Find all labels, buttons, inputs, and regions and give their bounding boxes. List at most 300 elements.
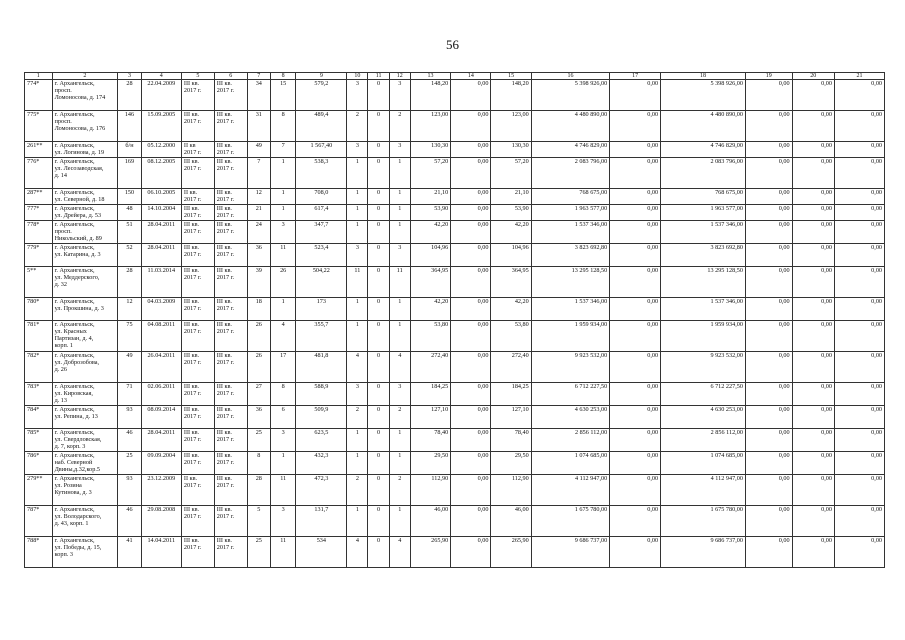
table-cell: III кв. 2017 г. [181,383,214,406]
table-cell: 708,0 [296,189,347,205]
table-cell: 1 [347,158,368,189]
table-cell: 623,5 [296,429,347,452]
table-cell: 08.09.2014 [141,406,181,429]
table-cell: г. Архангельск, ул. Володарского, д. 43, корп. 1 [52,506,118,537]
table-cell: 0,00 [610,158,661,189]
table-cell: 0 [368,205,389,221]
table-cell: 0,00 [745,244,792,267]
table-cell: 42,20 [491,221,531,244]
column-number-cell: 17 [610,73,661,80]
table-cell: 12 [247,189,270,205]
table-cell: 0,00 [792,189,834,205]
table-cell: 9 923 532,00 [661,352,746,383]
table-cell: 786* [25,452,53,475]
table-cell: 0,00 [834,537,884,568]
table-cell: 3 [270,221,295,244]
table-cell: 779* [25,244,53,267]
table-cell: 1 [270,189,295,205]
column-number-cell: 12 [389,73,410,80]
table-cell: 0,00 [610,452,661,475]
table-cell: 36 [247,244,270,267]
table-cell: 261** [25,142,53,158]
table-cell: 1 537 346,00 [661,221,746,244]
table-cell: III кв. 2017 г. [181,429,214,452]
table-cell: 14.04.2011 [141,537,181,568]
table-cell: 4 746 829,00 [661,142,746,158]
column-number-cell: 5 [181,73,214,80]
table-cell: 0,00 [745,205,792,221]
table-cell: 1 [389,205,410,221]
table-cell: 112,90 [491,475,531,506]
table-cell: 783* [25,383,53,406]
table-cell: 123,00 [491,111,531,142]
table-cell: 53,90 [410,205,450,221]
table-row [25,537,885,568]
table-cell: 1 [270,205,295,221]
table-cell: 0,00 [745,189,792,205]
table-cell: 0,00 [834,298,884,321]
table-cell: 0,00 [745,158,792,189]
table-cell: 780* [25,298,53,321]
table-cell: III кв. 2017 г. [214,244,247,267]
column-number-cell: 7 [247,73,270,80]
table-cell: 2 083 796,00 [531,158,609,189]
table-cell: 1 [347,321,368,352]
table-cell: 112,90 [410,475,450,506]
table-cell: 3 [270,506,295,537]
table-cell: 0,00 [834,189,884,205]
table-cell: III кв. 2017 г. [214,221,247,244]
table-cell: III кв. 2017 г. [181,321,214,352]
table-cell: 265,90 [491,537,531,568]
table-cell: 781* [25,321,53,352]
column-number-cell: 6 [214,73,247,80]
table-cell: 1 [389,506,410,537]
table-cell: 2 [389,111,410,142]
table-cell: 0,00 [792,352,834,383]
table-cell: 355,7 [296,321,347,352]
table-cell: 0,00 [745,111,792,142]
table-cell: 0,00 [451,298,491,321]
table-cell: 0,00 [745,267,792,298]
table-cell: 4 [347,352,368,383]
table-cell: 48 [118,205,141,221]
table-cell: 0,00 [834,267,884,298]
table-cell: 57,20 [410,158,450,189]
table-cell: 21,10 [410,189,450,205]
table-cell: III кв. 2017 г. [181,205,214,221]
table-cell: 1 [270,158,295,189]
table-cell: 0,00 [745,475,792,506]
column-number-cell: 21 [834,73,884,80]
table-cell: 2 [347,406,368,429]
table-cell: 3 [389,142,410,158]
table-cell: 3 [347,142,368,158]
table-cell: 5 398 926,00 [661,80,746,111]
table-cell: 1 [347,221,368,244]
table-cell: 1 [347,298,368,321]
table-cell: 4 [347,537,368,568]
table-cell: 778* [25,221,53,244]
table-cell: 4 630 253,00 [661,406,746,429]
table-row [25,142,885,158]
table-cell: г. Архангельск, просп. Никольский, д. 89 [52,221,118,244]
table-cell: 0,00 [745,80,792,111]
table-cell: 93 [118,406,141,429]
table-cell: 0,00 [745,452,792,475]
table-cell: 49 [118,352,141,383]
table-cell: 22.04.2009 [141,80,181,111]
table-cell: 11 [270,475,295,506]
table-cell: 0,00 [610,298,661,321]
table-cell: 784* [25,406,53,429]
table-cell: 17 [270,352,295,383]
column-number-cell: 16 [531,73,609,80]
table-cell: 1 074 685,00 [531,452,609,475]
table-cell: 0,00 [610,221,661,244]
table-cell: 9 686 737,00 [531,537,609,568]
table-cell: г. Архангельск, ул. Меддерского, д. 32 [52,267,118,298]
table-cell: 21,10 [491,189,531,205]
table-row [25,429,885,452]
table-cell: г. Архангельск, просп. Ломоносова, д. 174 [52,80,118,111]
column-number-cell: 3 [118,73,141,80]
table-cell: III кв. 2017 г. [214,321,247,352]
table-cell: 0,00 [792,298,834,321]
table-cell: 2 083 796,00 [661,158,746,189]
table-row [25,267,885,298]
table-cell: 28 [118,80,141,111]
table-cell: 0,00 [834,80,884,111]
table-cell: 1 [389,221,410,244]
table-cell: 785* [25,429,53,452]
table-cell: 4 112 947,00 [531,475,609,506]
table-cell: 6 712 227,50 [661,383,746,406]
table-cell: 0 [368,80,389,111]
table-cell: 0,00 [834,221,884,244]
table-cell: г. Архангельск, наб. Северной Двины,д.32,кор.5 [52,452,118,475]
table-cell: 2 [389,475,410,506]
table-cell: 28.04.2011 [141,244,181,267]
table-cell: 93 [118,475,141,506]
table-cell: 272,40 [410,352,450,383]
table-cell: 13 295 128,50 [531,267,609,298]
table-cell: 1 [389,429,410,452]
table-cell: 1 959 934,00 [531,321,609,352]
table-cell: 2 [347,475,368,506]
table-cell: 0,00 [610,189,661,205]
table-cell: 0,00 [451,406,491,429]
table-cell: 0,00 [451,244,491,267]
page-number: 56 [446,37,459,52]
table-cell: 3 [389,244,410,267]
table-cell: 15 [270,80,295,111]
column-number-cell: 19 [745,73,792,80]
table-cell: 0,00 [451,383,491,406]
table-cell: 534 [296,537,347,568]
table-cell: 0 [368,537,389,568]
table-cell: 1 537 346,00 [531,298,609,321]
table-cell: 2 [347,111,368,142]
table-cell: III кв. 2017 г. [181,244,214,267]
table-cell: 4 [389,352,410,383]
table-cell: 0,00 [792,506,834,537]
table-cell: 1 963 577,00 [531,205,609,221]
table-cell: 777* [25,205,53,221]
table-row [25,205,885,221]
table-cell: 27 [247,383,270,406]
table-cell: 8 [270,383,295,406]
table-cell: г. Архангельск, ул. Катарина, д. 3 [52,244,118,267]
table-cell: III кв. 2017 г. [214,429,247,452]
table-cell: 28 [118,267,141,298]
table-cell: 0,00 [745,321,792,352]
table-cell: 146 [118,111,141,142]
table-cell: г. Архангельск, ул. Прокшина, д. 3 [52,298,118,321]
table-cell: 0,00 [610,267,661,298]
table-cell: 0,00 [745,352,792,383]
table-cell: III кв. 2017 г. [181,111,214,142]
table-cell: 2 [389,406,410,429]
table-cell: 3 [270,429,295,452]
table-cell: III кв. 2017 г. [214,352,247,383]
table-cell: 347,7 [296,221,347,244]
table-cell: 0,00 [834,111,884,142]
table-cell: 0,00 [451,189,491,205]
table-cell: 11 [347,267,368,298]
table-cell: 8 [270,111,295,142]
table-cell: 9 686 737,00 [661,537,746,568]
table-cell: 0,00 [834,158,884,189]
table-cell: 0 [368,158,389,189]
column-number-cell: 13 [410,73,450,80]
table-cell: 768 675,00 [661,189,746,205]
table-cell: 279** [25,475,53,506]
table-cell: 0,00 [451,111,491,142]
table-cell: 1 [270,452,295,475]
table-row [25,244,885,267]
column-number-cell: 9 [296,73,347,80]
table-cell: 1 [347,189,368,205]
table-cell: 0,00 [610,111,661,142]
table-cell: 1 [389,321,410,352]
table-cell: 5 398 926,00 [531,80,609,111]
table-cell: 6 [270,406,295,429]
table-cell: 1 537 346,00 [661,298,746,321]
table-cell: 02.06.2011 [141,383,181,406]
table-cell: 26 [247,352,270,383]
table-cell: 504,22 [296,267,347,298]
table-cell: 1 537 346,00 [531,221,609,244]
table-cell: 768 675,00 [531,189,609,205]
table-cell: г. Архангельск, ул. Логинова, д. 19 [52,142,118,158]
table-cell: 1 [389,189,410,205]
table-cell: 34 [247,80,270,111]
table-cell: 41 [118,537,141,568]
table-cell: 12 [118,298,141,321]
table-cell: 26 [270,267,295,298]
table-cell: 287** [25,189,53,205]
table-cell: 25 [118,452,141,475]
table-cell: 53,90 [491,205,531,221]
table-cell: 0,00 [451,142,491,158]
table-cell: III кв. 2017 г. [214,189,247,205]
table-cell: 0,00 [792,321,834,352]
table-cell: 3 823 692,80 [661,244,746,267]
table-cell: 0,00 [745,298,792,321]
table-cell: III кв. 2017 г. [214,205,247,221]
column-number-cell: 1 [25,73,53,80]
table-cell: 104,96 [410,244,450,267]
table-cell: 1 [270,298,295,321]
table-cell: 1 [389,158,410,189]
table-cell: 4 480 890,00 [661,111,746,142]
table-cell: III кв. 2017 г. [214,383,247,406]
table-cell: 774* [25,80,53,111]
table-cell: 588,9 [296,383,347,406]
table-cell: 0,00 [792,158,834,189]
table-cell: 31 [247,111,270,142]
table-row [25,406,885,429]
table-cell: 0 [368,321,389,352]
table-cell: 523,4 [296,244,347,267]
table-cell: 5 [247,506,270,537]
table-cell: 5** [25,267,53,298]
table-cell: 6 712 227,50 [531,383,609,406]
table-cell: 169 [118,158,141,189]
table-cell: 78,40 [410,429,450,452]
table-cell: г. Архангельск, просп. Ломоносова, д. 176 [52,111,118,142]
table-cell: 13 295 128,50 [661,267,746,298]
table-cell: 4 [270,321,295,352]
table-cell: 49 [247,142,270,158]
table-cell: 1 [389,452,410,475]
table-cell: III кв. 2017 г. [214,406,247,429]
table-cell: 42,20 [410,221,450,244]
table-cell: 0 [368,352,389,383]
table-cell: III кв. 2017 г. [214,537,247,568]
table-cell: 0 [368,111,389,142]
table-cell: 265,90 [410,537,450,568]
table-cell: г. Архангельск, ул. Кировская, д. 13 [52,383,118,406]
table-cell: 432,3 [296,452,347,475]
table-cell: 148,20 [410,80,450,111]
table-cell: 0,00 [451,158,491,189]
table-cell: 36 [247,406,270,429]
table-cell: 3 [347,244,368,267]
table-cell: 127,10 [491,406,531,429]
table-cell: 0,00 [792,80,834,111]
table-cell: 11 [389,267,410,298]
table-cell: 0,00 [834,452,884,475]
table-cell: 538,3 [296,158,347,189]
table-cell: 11 [270,244,295,267]
table-cell: 46,00 [491,506,531,537]
table-cell: 0,00 [451,429,491,452]
table-cell: 3 [347,383,368,406]
table-cell: 0,00 [610,537,661,568]
table-cell: 788* [25,537,53,568]
table-cell: 0,00 [745,537,792,568]
table-cell: 0 [368,298,389,321]
table-cell: 0,00 [792,452,834,475]
table-cell: 0,00 [451,80,491,111]
table-cell: 0,00 [834,383,884,406]
table-row [25,111,885,142]
table-cell: 0 [368,142,389,158]
table-cell: III кв. 2017 г. [214,142,247,158]
table-cell: 0,00 [745,142,792,158]
table-cell: III кв. 2017 г. [214,158,247,189]
table-cell: 26 [247,321,270,352]
table-cell: 1 [347,452,368,475]
table-cell: 4 480 890,00 [531,111,609,142]
table-cell: 0,00 [792,205,834,221]
table-cell: III кв. 2017 г. [181,452,214,475]
table-cell: 3 [389,383,410,406]
table-cell: 0 [368,189,389,205]
table-cell: 1 963 577,00 [661,205,746,221]
table-cell: 148,20 [491,80,531,111]
column-number-cell: 11 [368,73,389,80]
table-cell: 0,00 [834,321,884,352]
table-cell: 0,00 [610,321,661,352]
table-cell: 184,25 [491,383,531,406]
column-number-cell: 18 [661,73,746,80]
table-cell: II кв. 2017 г. [181,475,214,506]
table-cell: 130,30 [491,142,531,158]
table-cell: 24 [247,221,270,244]
table-cell: III кв. 2017 г. [181,406,214,429]
table-cell: 71 [118,383,141,406]
table-cell: 123,00 [410,111,450,142]
table-cell: 15.09.2005 [141,111,181,142]
table-cell: 7 [247,158,270,189]
table-cell: 1 675 780,00 [661,506,746,537]
column-number-cell: 14 [451,73,491,80]
table-cell: III кв. 2017 г. [181,537,214,568]
table-cell: 3 823 692,80 [531,244,609,267]
table-cell: 0 [368,452,389,475]
table-cell: 1 567,40 [296,142,347,158]
table-cell: 29,50 [410,452,450,475]
table-cell: 0 [368,244,389,267]
table-cell: 776* [25,158,53,189]
table-cell: 787* [25,506,53,537]
table-cell: 0,00 [792,111,834,142]
table-cell: 1 [389,298,410,321]
table-cell: г. Архангельск, ул. Репина, д. 13 [52,406,118,429]
table-cell: б/н [118,142,141,158]
table-cell: 21 [247,205,270,221]
table-cell: 0,00 [792,244,834,267]
table-cell: 509,9 [296,406,347,429]
table-cell: 28.04.2011 [141,429,181,452]
table-cell: 09.09.2004 [141,452,181,475]
table-cell: г. Архангельск, ул. Свердловская, д. 7, корп. 3 [52,429,118,452]
table-cell: III кв. 2017 г. [214,267,247,298]
table-cell: 1 [347,506,368,537]
table-cell: 0,00 [792,537,834,568]
table-cell: 0,00 [610,244,661,267]
table-cell: 0,00 [610,383,661,406]
table-cell: 0,00 [451,506,491,537]
table-cell: 1 074 685,00 [661,452,746,475]
table-cell: 364,95 [410,267,450,298]
table-cell: 28 [247,475,270,506]
table-cell: 0,00 [745,506,792,537]
table-row [25,506,885,537]
